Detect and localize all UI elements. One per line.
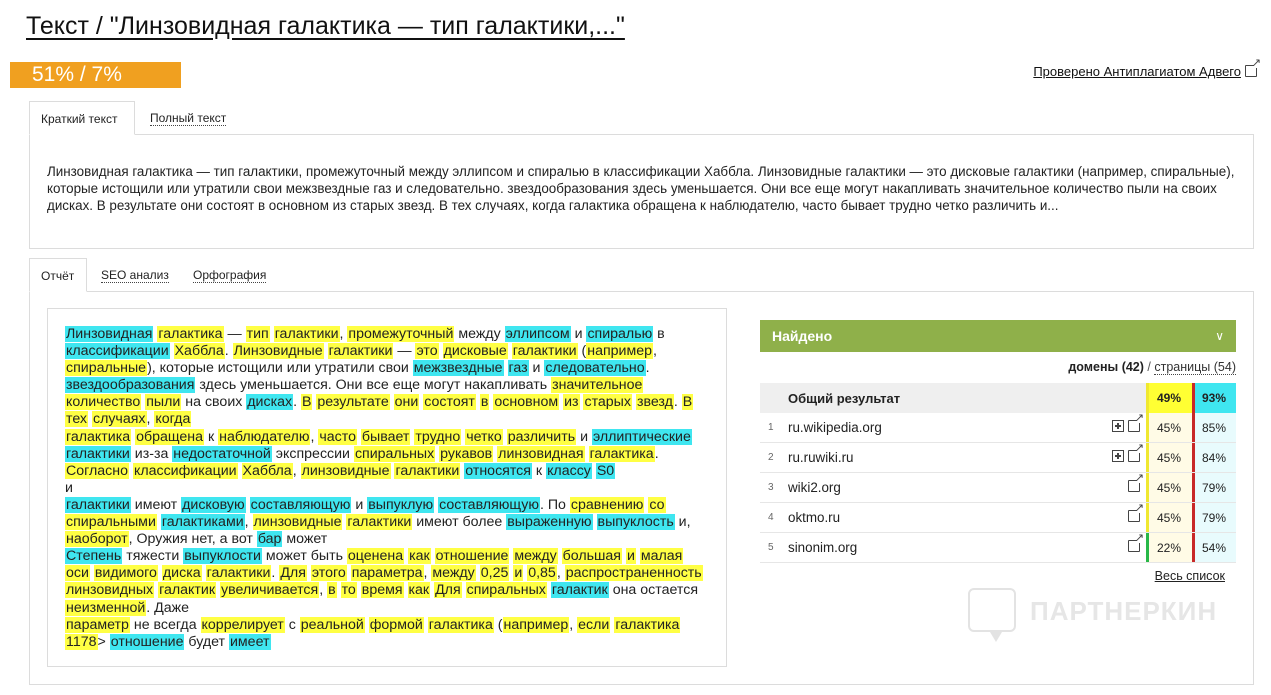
plain-text: здесь уменьшается. Они все еще могут накапливать [195, 377, 552, 394]
highlight-word-cyan: Линзовидная [66, 326, 153, 342]
highlight-word-yellow: Для [280, 565, 306, 582]
plain-text: и [351, 496, 368, 513]
tab-full-text[interactable] [150, 101, 226, 135]
short-text-content: Линзовидная галактика — тип галактики, промежуточный между эллипсом и спиралью в классификации Хаббла. Линзовидные галактики — это дисковые галактики (например, спиральные), которые истощили или утратили свои межзвездные газ и следовательно. звездообразования здесь уменьшается. Они все еще могут накапливать значительное количество пыли на своих дисках. В результате они состоят в основном из старых звезд. В тех случаях, когда галактика обращена к наблюдателю, часто бывает трудно четко различить и... [47, 164, 1235, 213]
row-number: 2 [768, 452, 774, 463]
highlight-word-yellow: случаях [92, 411, 146, 428]
highlight-word-yellow: обращена [136, 428, 204, 445]
plain-text: , [244, 514, 253, 531]
highlight-word-cyan: Степень [66, 548, 122, 565]
highlight-word-yellow: галактик [159, 582, 216, 599]
highlight-word-yellow: коррелирует [201, 616, 284, 633]
highlight-word-cyan: бар [257, 531, 282, 548]
highlight-word-yellow: звезд [636, 394, 673, 411]
highlight-word-yellow: галактика [615, 616, 680, 633]
row-percent-1: 45% [1146, 443, 1192, 472]
highlight-word-cyan: выраженную [507, 514, 592, 531]
highlight-word-yellow: старых [584, 394, 631, 411]
highlight-word-cyan: классификации [66, 343, 169, 360]
result-domain[interactable]: ru.wikipedia.org [788, 420, 882, 435]
highlight-word-yellow: тип [246, 326, 269, 342]
plain-text: экспрессии [271, 445, 354, 462]
tab-report[interactable] [29, 258, 87, 292]
row-number: 1 [768, 422, 774, 433]
plain-text: может быть [261, 548, 347, 565]
tab-seo-analysis[interactable] [101, 258, 169, 292]
highlight-word-yellow: Хаббла [242, 462, 292, 479]
checked-link-label: Проверено Антиплагиатом Адвего [1033, 64, 1241, 79]
highlight-word-yellow: и [626, 548, 635, 565]
plain-text [404, 582, 408, 598]
highlight-word-yellow: то [341, 582, 356, 599]
highlight-word-yellow: значительное [552, 377, 643, 394]
plain-text: тяжести [122, 548, 184, 565]
external-link-icon[interactable] [1128, 420, 1140, 432]
highlight-word-yellow: 0,85 [528, 565, 556, 582]
result-domain[interactable]: wiki2.org [788, 480, 841, 495]
plain-text [337, 582, 341, 598]
plain-text: . [645, 360, 650, 377]
highlight-word-yellow: галактики [206, 565, 271, 582]
highlight-word-yellow: спиральные [66, 360, 147, 377]
highlight-word-yellow: галактики [274, 326, 339, 342]
plain-text: ( [577, 343, 587, 360]
partnerkin-watermark [968, 588, 1248, 644]
highlight-word-yellow: галактика [66, 428, 131, 445]
row-percent-2: 54% [1192, 533, 1236, 562]
plain-text: , [319, 582, 328, 599]
found-header[interactable] [760, 320, 1236, 352]
highlight-word-yellow: линзовидные [253, 514, 342, 531]
external-link-icon[interactable] [1128, 480, 1140, 492]
plain-text: , [339, 326, 348, 342]
highlight-word-cyan: дисковую [182, 496, 245, 513]
partnerkin-logo-icon [968, 588, 1016, 632]
highlight-word-cyan: эллиптические [592, 428, 691, 445]
total-result-row [760, 383, 1236, 413]
highlight-word-yellow: пыли [146, 394, 181, 411]
highlight-word-yellow: 0,25 [480, 565, 509, 582]
highlight-word-cyan: эллипсом [505, 326, 570, 342]
highlight-word-cyan: газ [508, 360, 528, 377]
highlight-word-yellow: сравнению [570, 496, 644, 513]
watermark-text: ПАРТНЕРКИН [1030, 596, 1218, 626]
highlight-word-yellow: галактика [158, 326, 223, 342]
row-number: 5 [768, 542, 774, 553]
plain-text: — [223, 326, 246, 342]
tab-seo-analysis-label: SEO анализ [101, 268, 169, 282]
plain-text [202, 565, 206, 581]
plain-text [246, 497, 250, 513]
uniqueness-score-badge: 51% / 7% [10, 62, 181, 88]
domains-label: домены [1068, 360, 1119, 374]
row-percent-2: 79% [1192, 503, 1236, 532]
plain-text: из-за [130, 445, 173, 462]
highlight-word-cyan: классу [547, 462, 591, 479]
tab-full-text-label: Полный текст [150, 111, 227, 125]
highlight-word-yellow: отношение [435, 548, 509, 565]
highlight-word-yellow: если [578, 616, 610, 633]
plain-text: , [556, 565, 565, 582]
plain-text: и, [674, 514, 691, 531]
highlight-word-yellow: Хаббла [174, 343, 224, 360]
tab-short-text-label: Краткий текст [41, 112, 118, 126]
row-percent-2: 79% [1192, 473, 1236, 502]
highlight-word-yellow: Для [435, 582, 461, 599]
result-domain[interactable]: oktmo.ru [788, 510, 841, 525]
plain-text [170, 343, 174, 359]
highlight-word-yellow: видимого [94, 565, 157, 582]
plain-text: может [282, 531, 328, 548]
highlight-word-yellow: состоят [424, 394, 475, 411]
tab-short-text[interactable] [29, 101, 135, 135]
result-row [760, 533, 1236, 563]
plain-text: ( [493, 616, 503, 633]
highlight-word-yellow: в [480, 394, 489, 411]
highlight-word-yellow: распространенность [565, 565, 702, 582]
plain-text: и [65, 479, 73, 496]
highlight-word-yellow: например [587, 343, 653, 360]
row-percent-1: 45% [1146, 413, 1192, 442]
highlight-word-yellow: оценена [347, 548, 404, 565]
plain-text [238, 463, 242, 479]
highlight-word-yellow: спиральных [354, 445, 435, 462]
highlight-word-yellow: в [328, 582, 336, 599]
plain-text: — [393, 343, 416, 360]
highlight-word-cyan: S0 [596, 462, 615, 479]
plain-text: имеют [130, 496, 182, 513]
highlight-word-yellow: галактики [512, 343, 577, 360]
highlight-word-yellow: когда [155, 411, 191, 428]
highlight-word-yellow: большая [562, 548, 621, 565]
tab-spelling-label: Орфография [193, 268, 267, 282]
highlight-word-yellow: В [301, 394, 312, 411]
row-percent-1: 45% [1146, 503, 1192, 532]
highlight-word-cyan: галактики [66, 496, 130, 513]
highlight-word-yellow: например [503, 616, 569, 633]
highlight-word-cyan: галактиками [161, 514, 244, 531]
highlight-word-yellow: этого [311, 565, 346, 582]
plain-text: будет [184, 633, 229, 650]
found-title: Найдено [772, 328, 833, 344]
highlight-word-yellow: результате [317, 394, 389, 411]
highlight-word-yellow: рукавов [440, 445, 493, 462]
highlight-word-cyan: отношение [110, 633, 184, 650]
highlight-word-cyan: спиралью [587, 326, 653, 342]
plain-text: не всегда [129, 616, 201, 633]
highlight-word-yellow: классификации [133, 462, 237, 479]
highlight-word-yellow: дисковые [443, 343, 507, 360]
plain-text: имеют более [412, 514, 507, 531]
result-domain[interactable]: ru.ruwiki.ru [788, 450, 854, 465]
plain-text: , [292, 462, 301, 479]
highlight-word-yellow: время [361, 582, 403, 599]
row-percent-1: 22% [1146, 533, 1192, 562]
highlight-word-yellow: линзовидная [498, 445, 584, 462]
highlight-word-yellow: В [682, 394, 693, 411]
highlight-word-yellow: промежуточный [348, 326, 454, 342]
plain-text: и [528, 360, 545, 377]
external-link-icon[interactable] [1128, 540, 1140, 552]
total-percent-1: 49% [1146, 383, 1192, 413]
highlight-word-yellow: количество [66, 394, 141, 411]
highlight-word-yellow: между [514, 548, 557, 565]
plain-text: , [653, 343, 657, 360]
highlight-word-cyan: межзвездные [413, 360, 503, 377]
plain-text: в [653, 326, 665, 342]
highlight-word-yellow: часто [319, 428, 356, 445]
highlight-word-yellow: спиральных [466, 582, 546, 599]
highlight-word-cyan: галактик [551, 582, 608, 599]
highlight-word-yellow: галактики [347, 514, 412, 531]
row-percent-2: 84% [1192, 443, 1236, 472]
highlight-word-yellow: между [432, 565, 475, 582]
short-text-panel [29, 134, 1254, 249]
plain-text: и [576, 428, 592, 445]
highlight-word-yellow: параметр [66, 616, 129, 633]
plain-text: к [204, 428, 219, 445]
highlight-word-yellow: линзовидные [301, 462, 390, 479]
row-actions [1112, 450, 1140, 462]
tab-spelling[interactable] [193, 258, 266, 292]
row-actions [1128, 480, 1140, 492]
highlight-word-yellow: неизменной [66, 599, 146, 616]
highlight-word-yellow: Согласно [66, 462, 128, 479]
external-link-icon[interactable] [1128, 510, 1140, 522]
result-row [760, 443, 1236, 473]
highlight-word-yellow: оси [66, 565, 89, 582]
highlight-word-yellow: тех [66, 411, 88, 428]
plain-text: она остается [608, 582, 699, 599]
highlight-word-cyan: дисках [247, 394, 293, 411]
highlight-word-yellow: Линзовидные [233, 343, 323, 360]
highlight-word-yellow: параметра [351, 565, 423, 582]
highlight-word-yellow: галактика [589, 445, 654, 462]
plain-text: . [224, 343, 233, 360]
highlight-word-cyan: следовательно [545, 360, 645, 377]
plain-text: на своих [181, 394, 247, 411]
row-percent-1: 45% [1146, 473, 1192, 502]
highlight-word-yellow: диска [162, 565, 201, 582]
highlight-word-yellow: галактики [328, 343, 393, 360]
report-text-panel [47, 308, 727, 667]
plain-text: , [423, 565, 432, 582]
highlight-word-yellow: они [394, 394, 419, 411]
result-row [760, 473, 1236, 503]
highlight-word-cyan: составляющую [250, 496, 351, 513]
found-counts [1068, 360, 1236, 374]
row-actions [1112, 420, 1140, 432]
chevron-down-icon: ∨ [1215, 329, 1224, 343]
full-list-link[interactable]: Весь список [1154, 569, 1225, 583]
total-result-label: Общий результат [788, 391, 901, 406]
plain-text: . [673, 394, 682, 411]
row-actions [1128, 510, 1140, 522]
highlight-word-cyan: звездообразования [66, 377, 195, 394]
total-percent-2: 93% [1192, 383, 1236, 413]
plain-text: . [654, 445, 659, 462]
highlight-word-cyan: имеет [230, 633, 270, 650]
external-link-icon[interactable] [1128, 450, 1140, 462]
highlight-word-yellow: со [649, 496, 665, 513]
plain-text [324, 343, 328, 359]
pages-toggle[interactable]: страницы (54) [1154, 360, 1236, 374]
highlight-word-cyan: составляющую [439, 496, 539, 513]
result-domain[interactable]: sinonim.org [788, 540, 858, 555]
checked-by-advego-link[interactable] [1033, 64, 1257, 79]
highlight-word-yellow: линзовидных [66, 582, 154, 599]
highlight-word-yellow: наоборот [66, 531, 128, 548]
highlight-word-yellow: галактика [428, 616, 493, 633]
highlight-word-yellow: формой [369, 616, 423, 633]
highlight-word-yellow: 1178 [66, 633, 97, 650]
plain-text [504, 360, 508, 376]
highlight-word-yellow: как [408, 582, 430, 599]
plain-text: > [97, 633, 110, 650]
plain-text: , [310, 428, 319, 445]
counts-separator: / [1147, 360, 1151, 374]
highlight-word-yellow: малая [640, 548, 683, 565]
plain-text: и [570, 326, 587, 342]
plain-text: к [531, 462, 547, 479]
highlight-word-yellow: спиральными [66, 514, 156, 531]
highlight-word-yellow: основном [494, 394, 559, 411]
plain-text: , [146, 411, 155, 428]
highlight-word-cyan: галактики [66, 445, 130, 462]
row-number: 3 [768, 482, 774, 493]
plain-text: с [284, 616, 300, 633]
plain-text: . [271, 565, 280, 582]
plus-square-icon[interactable] [1112, 450, 1124, 462]
highlight-word-yellow: это [416, 343, 438, 360]
plain-text [593, 514, 597, 530]
plain-text: . Даже [146, 599, 190, 616]
row-number: 4 [768, 512, 774, 523]
highlight-word-yellow: наблюдателю [219, 428, 310, 445]
highlight-word-yellow: галактики [395, 462, 460, 479]
external-link-icon [1245, 65, 1257, 77]
plain-text: между [454, 326, 505, 342]
highlight-word-cyan: выпуклость [597, 514, 674, 531]
highlight-word-cyan: недостаточной [173, 445, 271, 462]
plain-text [439, 343, 443, 359]
domains-count: (42) [1121, 360, 1144, 374]
highlighted-report-text [65, 326, 709, 651]
result-row [760, 413, 1236, 443]
highlight-word-yellow: четко [466, 428, 502, 445]
highlight-word-yellow: и [514, 565, 523, 582]
highlight-word-yellow: трудно [415, 428, 461, 445]
row-percent-2: 85% [1192, 413, 1236, 442]
plain-text: , [569, 616, 578, 633]
highlight-word-cyan: относятся [465, 462, 531, 479]
highlight-word-cyan: выпуклую [368, 496, 434, 513]
highlight-word-yellow: увеличивается [220, 582, 319, 599]
row-actions [1128, 540, 1140, 552]
result-row [760, 503, 1236, 533]
highlight-word-yellow: как [409, 548, 430, 565]
results-table [760, 383, 1236, 563]
plain-text [585, 446, 589, 462]
highlight-word-yellow: различить [507, 428, 576, 445]
plain-text: . По [539, 496, 570, 513]
highlight-word-cyan: выпуклости [184, 548, 261, 565]
plain-text: . [293, 394, 301, 411]
tab-report-label: Отчёт [41, 269, 75, 283]
highlight-word-yellow: из [564, 394, 579, 411]
page-title: Текст / "Линзовидная галактика — тип галактики,..." [26, 12, 625, 40]
plus-square-icon[interactable] [1112, 420, 1124, 432]
highlight-word-yellow: бывает [361, 428, 410, 445]
highlight-word-yellow: реальной [300, 616, 364, 633]
plain-text: , Оружия нет, а вот [128, 531, 257, 548]
plain-text: ), которые истощили или утратили свои [147, 360, 413, 377]
